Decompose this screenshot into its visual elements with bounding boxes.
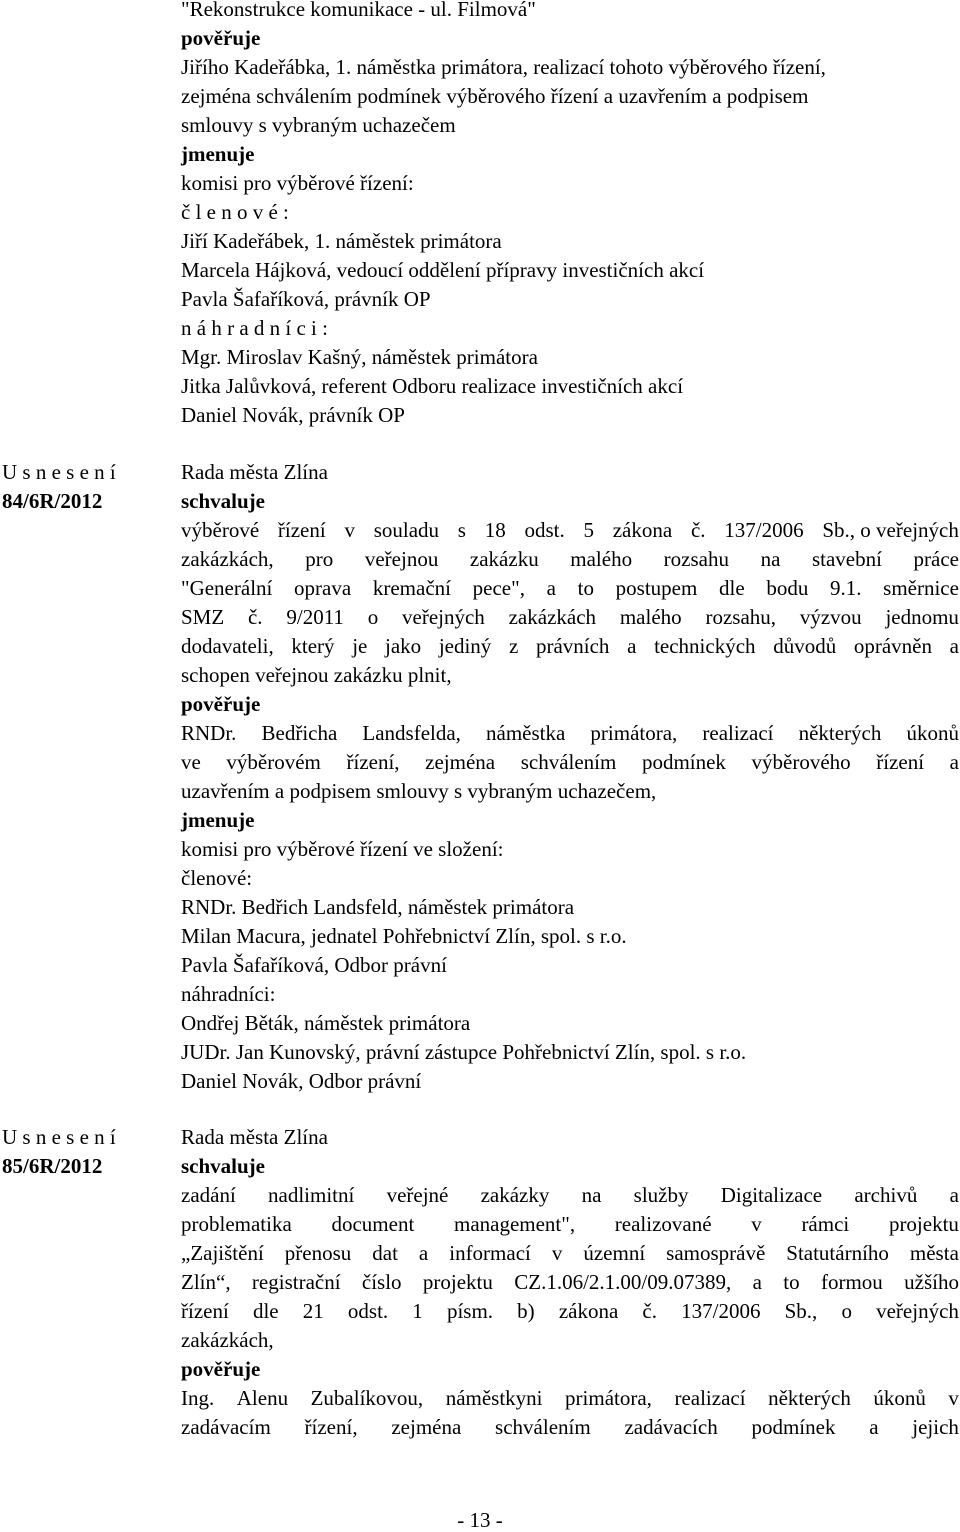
word: kremační (372, 576, 451, 600)
word: výběrové (181, 518, 260, 542)
word: výzvou (799, 605, 862, 629)
word: dodavateli, (181, 634, 274, 658)
word: to (783, 1270, 800, 1294)
word: technických (654, 634, 756, 658)
word: služby (633, 1183, 689, 1207)
word: podmínek (641, 750, 726, 774)
text-line: zejména schválením podmínek výběrového řízení a uzavřením a podpisem (181, 84, 809, 108)
word: jejich (912, 1415, 959, 1439)
word: z (508, 634, 519, 658)
page-number: - 13 - (457, 1508, 503, 1532)
text-line: zakázkách, (181, 1328, 274, 1352)
word: č. (247, 605, 263, 629)
justified-line (181, 1241, 959, 1265)
text-line: uzavřením a podpisem smlouvy s vybraným uchazečem, (181, 779, 657, 803)
word: 137/2006 (724, 518, 804, 542)
text-line: Pavla Šafaříková, Odbor právní (181, 953, 447, 977)
word: 5 (583, 518, 594, 542)
word: veřejných (876, 1299, 959, 1323)
word: zakázky (480, 1183, 550, 1207)
justified-line (181, 576, 959, 600)
text-line: schopen veřejnou zakázku plnit, (181, 663, 452, 687)
word: 21 (302, 1299, 324, 1323)
word: o (841, 1299, 852, 1323)
word: zakázkách, (181, 547, 274, 571)
word: důvodů (773, 634, 837, 658)
text-line: Rada města Zlína (181, 460, 328, 484)
word: schválením (495, 1415, 591, 1439)
word: zákona (612, 518, 673, 542)
word: písm. (446, 1299, 494, 1323)
word: č. (642, 1299, 657, 1323)
word: informací (449, 1241, 531, 1265)
word: podmínek (751, 1415, 836, 1439)
word: je (352, 634, 368, 658)
text-line: Ondřej Běták, náměstek primátora (181, 1011, 471, 1035)
word: jednomu (885, 605, 959, 629)
text-line: Pavla Šafaříková, právník OP (181, 287, 431, 311)
word: schválením (520, 750, 617, 774)
text-line: Jiřího Kadeřábka, 1. náměstka primátora, realizací tohoto výběrového řízení, (181, 55, 826, 79)
text-line: Mgr. Miroslav Kašný, náměstek primátora (181, 345, 538, 369)
word: zákona (558, 1299, 619, 1323)
word: realizací (674, 1386, 746, 1410)
word: zadávacím (181, 1415, 271, 1439)
justified-line (181, 634, 959, 658)
word: zadávacích (624, 1415, 718, 1439)
text-line: "Rekonstrukce komunikace - ul. Filmová" (181, 0, 536, 21)
word: „Zajištění (181, 1241, 264, 1265)
word: a (949, 634, 959, 658)
word: a (869, 1415, 879, 1439)
word: Bedřicha (261, 721, 338, 745)
word: realizované (614, 1212, 712, 1236)
keyword-jmenuje: jmenuje (181, 142, 255, 166)
word: a (418, 1241, 429, 1265)
text-line: Marcela Hájková, vedoucí oddělení přípravy investičních akcí (181, 258, 705, 282)
word: primátora, (565, 1386, 652, 1410)
word: právních (535, 634, 610, 658)
word: veřejných (402, 605, 485, 629)
text-line: komisi pro výběrové řízení: (181, 171, 414, 195)
word: projektu (888, 1212, 959, 1236)
word: Zubalíkovou, (310, 1386, 424, 1410)
word: projektu (422, 1270, 493, 1294)
word: 18 (484, 518, 506, 542)
justified-line (181, 721, 959, 745)
resolution-number: 84/6R/2012 (2, 489, 103, 513)
word: postupem (615, 576, 698, 600)
word: města (909, 1241, 959, 1265)
word: odst. (524, 518, 565, 542)
text-line: členové: (181, 866, 253, 890)
word: Alenu (236, 1386, 289, 1410)
text-line: Daniel Novák, právník OP (181, 403, 405, 427)
text-line: náhradníci: (181, 982, 276, 1006)
word: 1 (412, 1299, 423, 1323)
word: 9/2011 (286, 605, 344, 629)
word: archivů (854, 1183, 918, 1207)
word: Landsfelda, (362, 721, 461, 745)
word: Sb., (784, 1299, 818, 1323)
word: s (457, 518, 466, 542)
word: dat (372, 1241, 398, 1265)
resolution-number: 85/6R/2012 (2, 1154, 103, 1178)
word: některých (768, 1386, 851, 1410)
keyword-poveruje: pověřuje (181, 26, 261, 50)
word: práce (913, 547, 959, 571)
word: výběrovém (226, 750, 321, 774)
keyword-poveruje: pověřuje (181, 1357, 261, 1381)
word: přenosu (284, 1241, 352, 1265)
text-line: Jitka Jalůvková, referent Odboru realizace investičních akcí (181, 374, 684, 398)
word: b) (517, 1299, 535, 1323)
word: "Generální (181, 576, 273, 600)
word: odst. (347, 1299, 389, 1323)
text-line: Milan Macura, jednatel Pohřebnictví Zlín, spol. s r.o. (181, 924, 627, 948)
justified-line (181, 605, 959, 629)
resolution-label: U s n e s e n í (2, 1125, 116, 1149)
word: formou (820, 1270, 883, 1294)
word: malého (619, 605, 682, 629)
word: registrační (251, 1270, 341, 1294)
word: document (331, 1212, 415, 1236)
word: řízení, (346, 750, 400, 774)
word: dle (252, 1299, 279, 1323)
word: pro (305, 547, 334, 571)
word: management", (453, 1212, 576, 1236)
word: v (751, 1212, 762, 1236)
word: směrnice (883, 576, 959, 600)
word: souladu (373, 518, 440, 542)
justified-line (181, 1270, 959, 1294)
text-line: č l e n o v é : (181, 200, 289, 224)
word: náměstkyni (445, 1386, 543, 1410)
word: na (760, 547, 781, 571)
word: výběrového (751, 750, 851, 774)
word: a (627, 634, 637, 658)
word: samosprávě (666, 1241, 766, 1265)
justified-line (181, 518, 959, 542)
word: primátora, (590, 721, 678, 745)
word: v (948, 1386, 959, 1410)
resolution-label: U s n e s e n í (2, 460, 116, 484)
justified-line (181, 1299, 959, 1323)
justified-line (181, 1415, 959, 1439)
keyword-poveruje: pověřuje (181, 692, 261, 716)
text-line: Daniel Novák, Odbor právní (181, 1069, 422, 1093)
word: náměstka (486, 721, 566, 745)
word: zakázkách (508, 605, 597, 629)
justified-line (181, 1212, 959, 1236)
word: řízení (181, 1299, 229, 1323)
word: veřejné (386, 1183, 449, 1207)
word: na (581, 1183, 602, 1207)
word: řízení, (304, 1415, 358, 1439)
word: 137/2006 (681, 1299, 761, 1323)
word: oprávněn (853, 634, 932, 658)
word: problematika (181, 1212, 292, 1236)
justified-line (181, 1183, 959, 1207)
word: Digitalizace (720, 1183, 823, 1207)
word: malého (570, 547, 633, 571)
word: a (546, 576, 556, 600)
word: stavební (811, 547, 882, 571)
justified-line (181, 750, 959, 774)
word: v (344, 518, 355, 542)
text-line: komisi pro výběrové řízení ve složení: (181, 837, 504, 861)
word: o (367, 605, 379, 629)
text-line: Jiří Kadeřábek, 1. náměstek primátora (181, 229, 502, 253)
word: zejména (425, 750, 496, 774)
word: jediný (438, 634, 492, 658)
word: pece", (472, 576, 525, 600)
word: RNDr. (181, 721, 237, 745)
word: řízení (876, 750, 925, 774)
word: rozsahu (663, 547, 729, 571)
word: zejména (391, 1415, 462, 1439)
word: CZ.1.06/2.1.00/09.07389, (514, 1270, 732, 1294)
word: Statutárního (786, 1241, 889, 1265)
word: a (752, 1270, 762, 1294)
word: dle (718, 576, 745, 600)
justified-line (181, 547, 959, 571)
word: bodu (766, 576, 809, 600)
word: který (291, 634, 335, 658)
text-line: n á h r a d n í c i : (181, 316, 328, 340)
text-line: RNDr. Bedřich Landsfeld, náměstek primátora (181, 895, 575, 919)
word: nadlimitní (268, 1183, 355, 1207)
word: jako (385, 634, 422, 658)
justified-line (181, 1386, 959, 1410)
word: zadání (181, 1183, 236, 1207)
word: užšího (904, 1270, 959, 1294)
word: úkonů (906, 721, 959, 745)
word: realizací (702, 721, 774, 745)
word: to (577, 576, 594, 600)
word: zakázku (469, 547, 539, 571)
keyword-schvaluje: schvaluje (181, 489, 265, 513)
word: rozsahu, (705, 605, 777, 629)
word: v (551, 1241, 563, 1265)
word: SMZ (181, 605, 225, 629)
word: č. (690, 518, 706, 542)
word: územní (583, 1241, 646, 1265)
word: Ing. (181, 1386, 215, 1410)
word: Sb., o veřejných (822, 518, 959, 542)
word: a (949, 750, 959, 774)
word: úkonů (873, 1386, 926, 1410)
text-line: smlouvy s vybraným uchazečem (181, 113, 456, 137)
text-line: JUDr. Jan Kunovský, právní zástupce Pohřebnictví Zlín, spol. s r.o. (181, 1040, 747, 1064)
word: oprava (294, 576, 352, 600)
word: Zlín“, (181, 1270, 231, 1294)
word: některých (798, 721, 882, 745)
word: číslo (361, 1270, 402, 1294)
word: rámci (801, 1212, 850, 1236)
word: a (949, 1183, 959, 1207)
keyword-jmenuje: jmenuje (181, 808, 255, 832)
word: 9.1. (829, 576, 862, 600)
word: veřejnou (364, 547, 439, 571)
word: řízení (277, 518, 326, 542)
word: ve (181, 750, 201, 774)
keyword-schvaluje: schvaluje (181, 1154, 265, 1178)
text-line: Rada města Zlína (181, 1125, 328, 1149)
